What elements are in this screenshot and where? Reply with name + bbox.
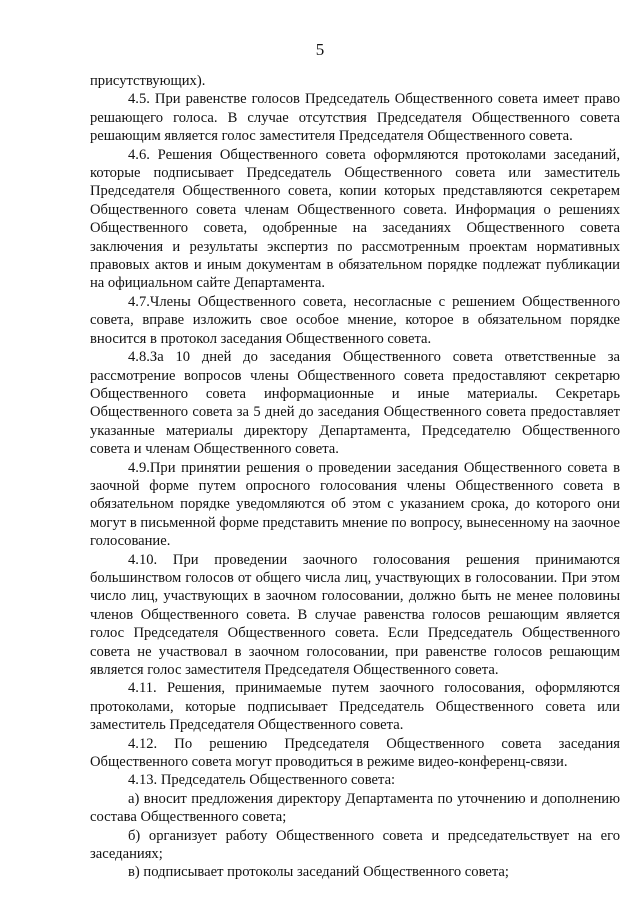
paragraph-4-12: 4.12. По решению Председателя Общественного совета заседания Общественного совета могут проводиться в режиме видео-конференц-связи. <box>90 735 620 771</box>
paragraph-continuation: присутствующих). <box>90 73 206 89</box>
paragraph-4-9: 4.9.При принятии решения о проведении заседания Общественного совета в заочной форме путем опросного голосования члены Общественного совета в обязательном порядке уведомляются об этом с указанием срока, до которого они могут в письменной форме представить мнение по вопросу, вынесенному на заочное голосование. <box>90 459 620 550</box>
paragraph-4-6: 4.6. Решения Общественного совета оформляются протоколами заседаний, которые подписывает Председатель Общественного совета или заместитель Председателя Общественного совета, копии которых представляются секретарем Общественного совета членам Общественного совета. Информация о решениях Общественного совета, одобренные на заседаниях Общественного совета заключения и результаты экспертиз по рассмотренным проектам нормативных правовых актов и иным документам в обязательном порядке подлежат публикации на официальном сайте Департамента. <box>90 146 620 292</box>
document-body <box>90 72 620 882</box>
list-item-b: б) организует работу Общественного совета и председательствует на его заседаниях; <box>90 827 620 863</box>
paragraph-4-7: 4.7.Члены Общественного совета, несогласные с решением Общественного совета, вправе изложить свое особое мнение, которое в обязательном порядке вносится в протокол заседания Общественного совета. <box>90 293 620 347</box>
paragraph-4-5: 4.5. При равенстве голосов Председатель Общественного совета имеет право решающего голоса. В случае отсутствия Председателя Общественного совета решающим является голос заместителя Председателя Общественного совета. <box>90 91 620 145</box>
list-item-c: в) подписывает протоколы заседаний Общественного совета; <box>128 864 509 881</box>
list-item-a: а) вносит предложения директору Департамента по уточнению и дополнению состава Общественного совета; <box>90 790 620 826</box>
paragraph-4-8: 4.8.За 10 дней до заседания Общественного совета ответственные за рассмотрение вопросов члены Общественного совета предоставляют секретарю Общественного совета информационные и иные материалы. Секретарь Общественного совета за 5 дней до заседания Общественного совета предоставляет указанные материалы директору Департамента, Председателю Общественного совета и членам Общественного совета. <box>90 349 620 458</box>
paragraph-4-11: 4.11. Решения, принимаемые путем заочного голосования, оформляются протоколами, которые подписывает Председатель Общественного совета или заместитель Председателя Общественного совета. <box>90 680 620 734</box>
paragraph-4-10: 4.10. При проведении заочного голосования решения принимаются большинством голосов от общего числа лиц, участвующих в голосовании. При этом число лиц, участвующих в заочном голосовании, должно быть не менее половины членов Общественного совета. В случае равенства голосов решающим является голос Председателя Общественного совета. Если Председатель Общественного совета не участвовал в заочном голосовании, при равенстве голосов решающим является голос заместителя Председателя Общественного совета. <box>90 551 620 678</box>
paragraph-4-13: 4.13. Председатель Общественного совета: <box>128 772 396 789</box>
page-number: 5 <box>315 40 325 59</box>
